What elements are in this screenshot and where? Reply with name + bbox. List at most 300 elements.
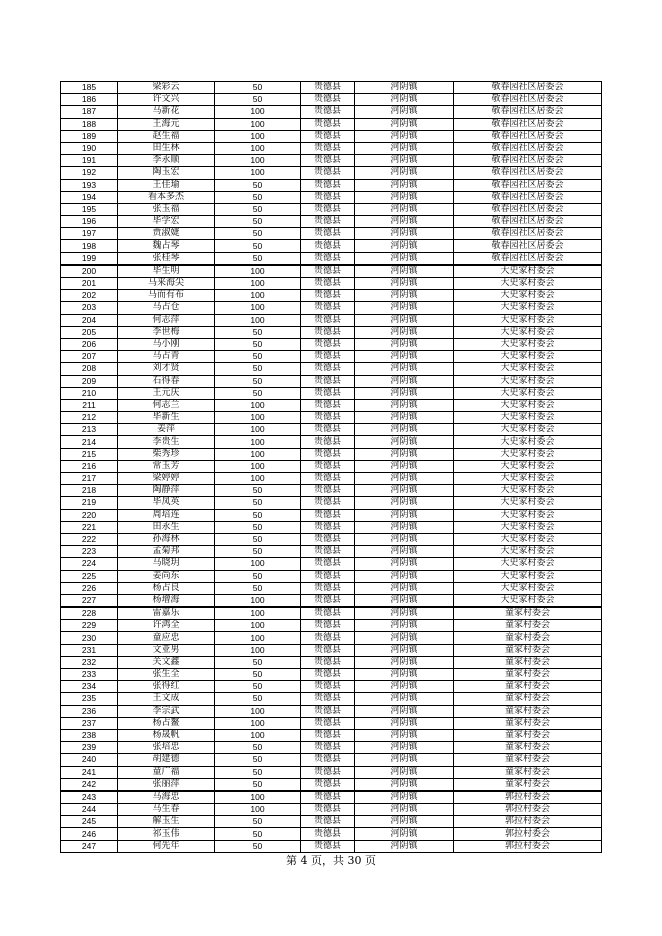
committee-cell: 童家村委会 bbox=[454, 729, 602, 741]
amount-cell: 50 bbox=[215, 228, 301, 240]
person-name-cell: 解玉生 bbox=[118, 816, 215, 828]
town-cell: 河阴镇 bbox=[355, 546, 454, 558]
table-row bbox=[61, 620, 602, 632]
county-cell: 贵德县 bbox=[301, 203, 355, 215]
county-cell: 贵德县 bbox=[301, 302, 355, 314]
amount-cell: 50 bbox=[215, 338, 301, 350]
row-number-cell: 214 bbox=[61, 436, 118, 448]
person-name-cell: 马而有布 bbox=[118, 290, 215, 302]
row-number-cell: 235 bbox=[61, 693, 118, 705]
person-name-cell: 孟菊邦 bbox=[118, 546, 215, 558]
table-row bbox=[61, 754, 602, 766]
county-cell: 贵德县 bbox=[301, 278, 355, 290]
person-name-cell: 杨增海 bbox=[118, 594, 215, 607]
county-cell: 贵德县 bbox=[301, 82, 355, 94]
table-row bbox=[61, 681, 602, 693]
town-cell: 河阴镇 bbox=[355, 497, 454, 509]
town-cell: 河阴镇 bbox=[355, 338, 454, 350]
person-name-cell: 李宗武 bbox=[118, 705, 215, 717]
county-cell: 贵德县 bbox=[301, 607, 355, 620]
town-cell: 河阴镇 bbox=[355, 94, 454, 106]
table-row bbox=[61, 693, 602, 705]
town-cell: 河阴镇 bbox=[355, 387, 454, 399]
town-cell: 河阴镇 bbox=[355, 594, 454, 607]
county-cell: 贵德县 bbox=[301, 118, 355, 130]
county-cell: 贵德县 bbox=[301, 338, 355, 350]
table-row bbox=[61, 485, 602, 497]
town-cell: 河阴镇 bbox=[355, 620, 454, 632]
row-number-cell: 228 bbox=[61, 607, 118, 620]
amount-cell: 50 bbox=[215, 485, 301, 497]
county-cell: 贵德县 bbox=[301, 363, 355, 375]
county-cell: 贵德县 bbox=[301, 375, 355, 387]
table-row bbox=[61, 594, 602, 607]
town-cell: 河阴镇 bbox=[355, 106, 454, 118]
town-cell: 河阴镇 bbox=[355, 399, 454, 411]
row-number-cell: 244 bbox=[61, 804, 118, 816]
person-name-cell: 李贵生 bbox=[118, 436, 215, 448]
row-number-cell: 232 bbox=[61, 656, 118, 668]
county-cell: 贵德县 bbox=[301, 816, 355, 828]
person-name-cell: 张丽萍 bbox=[118, 778, 215, 791]
county-cell: 贵德县 bbox=[301, 828, 355, 840]
committee-cell: 童家村委会 bbox=[454, 644, 602, 656]
county-cell: 贵德县 bbox=[301, 533, 355, 545]
county-cell: 贵德县 bbox=[301, 729, 355, 741]
county-cell: 贵德县 bbox=[301, 106, 355, 118]
table-row bbox=[61, 804, 602, 816]
county-cell: 贵德县 bbox=[301, 94, 355, 106]
table-row bbox=[61, 742, 602, 754]
county-cell: 贵德县 bbox=[301, 594, 355, 607]
county-cell: 贵德县 bbox=[301, 155, 355, 167]
row-number-cell: 245 bbox=[61, 816, 118, 828]
row-number-cell: 200 bbox=[61, 265, 118, 278]
row-number-cell: 224 bbox=[61, 558, 118, 570]
town-cell: 河阴镇 bbox=[355, 203, 454, 215]
row-number-cell: 199 bbox=[61, 252, 118, 265]
county-cell: 贵德县 bbox=[301, 693, 355, 705]
county-cell: 贵德县 bbox=[301, 717, 355, 729]
row-number-cell: 211 bbox=[61, 399, 118, 411]
county-cell: 贵德县 bbox=[301, 167, 355, 179]
person-name-cell: 何志兰 bbox=[118, 399, 215, 411]
table-row bbox=[61, 94, 602, 106]
person-name-cell: 梁彩云 bbox=[118, 82, 215, 94]
town-cell: 河阴镇 bbox=[355, 142, 454, 154]
committee-cell: 大史家村委会 bbox=[454, 582, 602, 594]
committee-cell: 童家村委会 bbox=[454, 681, 602, 693]
committee-cell: 大史家村委会 bbox=[454, 302, 602, 314]
town-cell: 河阴镇 bbox=[355, 314, 454, 326]
table-row bbox=[61, 265, 602, 278]
table-row bbox=[61, 816, 602, 828]
amount-cell: 50 bbox=[215, 742, 301, 754]
county-cell: 贵德县 bbox=[301, 582, 355, 594]
row-number-cell: 247 bbox=[61, 840, 118, 852]
town-cell: 河阴镇 bbox=[355, 828, 454, 840]
row-number-cell: 205 bbox=[61, 326, 118, 338]
committee-cell: 童家村委会 bbox=[454, 766, 602, 778]
person-name-cell: 张得红 bbox=[118, 681, 215, 693]
person-name-cell: 关文鑫 bbox=[118, 656, 215, 668]
amount-cell: 100 bbox=[215, 717, 301, 729]
committee-cell: 大史家村委会 bbox=[454, 363, 602, 375]
person-name-cell: 贾淑婕 bbox=[118, 228, 215, 240]
amount-cell: 50 bbox=[215, 582, 301, 594]
row-number-cell: 229 bbox=[61, 620, 118, 632]
committee-cell: 大史家村委会 bbox=[454, 278, 602, 290]
row-number-cell: 219 bbox=[61, 497, 118, 509]
person-name-cell: 胡建德 bbox=[118, 754, 215, 766]
county-cell: 贵德县 bbox=[301, 705, 355, 717]
row-number-cell: 197 bbox=[61, 228, 118, 240]
person-name-cell: 张培忠 bbox=[118, 742, 215, 754]
amount-cell: 50 bbox=[215, 570, 301, 582]
committee-cell: 敬春园社区居委会 bbox=[454, 191, 602, 203]
person-name-cell: 马晓玥 bbox=[118, 558, 215, 570]
amount-cell: 50 bbox=[215, 816, 301, 828]
committee-cell: 郭拉村委会 bbox=[454, 791, 602, 804]
amount-cell: 50 bbox=[215, 326, 301, 338]
county-cell: 贵德县 bbox=[301, 546, 355, 558]
amount-cell: 100 bbox=[215, 448, 301, 460]
town-cell: 河阴镇 bbox=[355, 558, 454, 570]
table-row bbox=[61, 607, 602, 620]
town-cell: 河阴镇 bbox=[355, 363, 454, 375]
amount-cell: 100 bbox=[215, 302, 301, 314]
row-number-cell: 195 bbox=[61, 203, 118, 215]
amount-cell: 50 bbox=[215, 656, 301, 668]
county-cell: 贵德县 bbox=[301, 497, 355, 509]
town-cell: 河阴镇 bbox=[355, 582, 454, 594]
person-name-cell: 陶玉宏 bbox=[118, 167, 215, 179]
table-row bbox=[61, 509, 602, 521]
person-name-cell: 姜萍 bbox=[118, 424, 215, 436]
amount-cell: 50 bbox=[215, 203, 301, 215]
person-name-cell: 童广福 bbox=[118, 766, 215, 778]
town-cell: 河阴镇 bbox=[355, 754, 454, 766]
person-name-cell: 马占青 bbox=[118, 351, 215, 363]
amount-cell: 50 bbox=[215, 387, 301, 399]
town-cell: 河阴镇 bbox=[355, 533, 454, 545]
amount-cell: 100 bbox=[215, 804, 301, 816]
row-number-cell: 226 bbox=[61, 582, 118, 594]
row-number-cell: 222 bbox=[61, 533, 118, 545]
amount-cell: 100 bbox=[215, 106, 301, 118]
row-number-cell: 189 bbox=[61, 130, 118, 142]
row-number-cell: 243 bbox=[61, 791, 118, 804]
table-row bbox=[61, 338, 602, 350]
county-cell: 贵德县 bbox=[301, 179, 355, 191]
committee-cell: 敬春园社区居委会 bbox=[454, 142, 602, 154]
amount-cell: 100 bbox=[215, 118, 301, 130]
table-row bbox=[61, 216, 602, 228]
committee-cell: 敬春园社区居委会 bbox=[454, 155, 602, 167]
person-name-cell: 文亚男 bbox=[118, 644, 215, 656]
town-cell: 河阴镇 bbox=[355, 804, 454, 816]
person-name-cell: 毕学宏 bbox=[118, 216, 215, 228]
person-name-cell: 马新花 bbox=[118, 106, 215, 118]
committee-cell: 大史家村委会 bbox=[454, 424, 602, 436]
table-row bbox=[61, 766, 602, 778]
county-cell: 贵德县 bbox=[301, 509, 355, 521]
table-row bbox=[61, 705, 602, 717]
county-cell: 贵德县 bbox=[301, 424, 355, 436]
town-cell: 河阴镇 bbox=[355, 228, 454, 240]
county-cell: 贵德县 bbox=[301, 191, 355, 203]
committee-cell: 童家村委会 bbox=[454, 620, 602, 632]
town-cell: 河阴镇 bbox=[355, 191, 454, 203]
amount-cell: 50 bbox=[215, 216, 301, 228]
row-number-cell: 237 bbox=[61, 717, 118, 729]
committee-cell: 大史家村委会 bbox=[454, 460, 602, 472]
row-number-cell: 233 bbox=[61, 669, 118, 681]
row-number-cell: 198 bbox=[61, 240, 118, 252]
person-name-cell: 王海元 bbox=[118, 118, 215, 130]
person-name-cell: 张生全 bbox=[118, 669, 215, 681]
committee-cell: 敬春园社区居委会 bbox=[454, 82, 602, 94]
county-cell: 贵德县 bbox=[301, 326, 355, 338]
county-cell: 贵德县 bbox=[301, 351, 355, 363]
committee-cell: 童家村委会 bbox=[454, 669, 602, 681]
town-cell: 河阴镇 bbox=[355, 729, 454, 741]
table-row bbox=[61, 840, 602, 852]
committee-cell: 郭拉村委会 bbox=[454, 804, 602, 816]
row-number-cell: 188 bbox=[61, 118, 118, 130]
county-cell: 贵德县 bbox=[301, 314, 355, 326]
county-cell: 贵德县 bbox=[301, 460, 355, 472]
row-number-cell: 193 bbox=[61, 179, 118, 191]
amount-cell: 100 bbox=[215, 791, 301, 804]
county-cell: 贵德县 bbox=[301, 632, 355, 644]
person-name-cell: 杨占良 bbox=[118, 582, 215, 594]
committee-cell: 大史家村委会 bbox=[454, 338, 602, 350]
county-cell: 贵德县 bbox=[301, 228, 355, 240]
committee-cell: 童家村委会 bbox=[454, 705, 602, 717]
committee-cell: 大史家村委会 bbox=[454, 436, 602, 448]
person-name-cell: 童应忠 bbox=[118, 632, 215, 644]
committee-cell: 童家村委会 bbox=[454, 656, 602, 668]
town-cell: 河阴镇 bbox=[355, 681, 454, 693]
table-row bbox=[61, 791, 602, 804]
table-row bbox=[61, 473, 602, 485]
row-number-cell: 186 bbox=[61, 94, 118, 106]
county-cell: 贵德县 bbox=[301, 290, 355, 302]
row-number-cell: 192 bbox=[61, 167, 118, 179]
roster-table bbox=[60, 81, 602, 853]
committee-cell: 郭拉村委会 bbox=[454, 816, 602, 828]
amount-cell: 100 bbox=[215, 412, 301, 424]
row-number-cell: 208 bbox=[61, 363, 118, 375]
amount-cell: 50 bbox=[215, 766, 301, 778]
amount-cell: 100 bbox=[215, 644, 301, 656]
row-number-cell: 190 bbox=[61, 142, 118, 154]
committee-cell: 童家村委会 bbox=[454, 632, 602, 644]
table-row bbox=[61, 448, 602, 460]
person-name-cell: 李世梅 bbox=[118, 326, 215, 338]
town-cell: 河阴镇 bbox=[355, 167, 454, 179]
amount-cell: 50 bbox=[215, 240, 301, 252]
row-number-cell: 201 bbox=[61, 278, 118, 290]
person-name-cell: 马来海尖 bbox=[118, 278, 215, 290]
amount-cell: 100 bbox=[215, 290, 301, 302]
committee-cell: 敬春园社区居委会 bbox=[454, 252, 602, 265]
amount-cell: 50 bbox=[215, 252, 301, 265]
table-row bbox=[61, 424, 602, 436]
committee-cell: 大史家村委会 bbox=[454, 558, 602, 570]
person-name-cell: 杨晟帆 bbox=[118, 729, 215, 741]
amount-cell: 100 bbox=[215, 460, 301, 472]
amount-cell: 100 bbox=[215, 558, 301, 570]
committee-cell: 童家村委会 bbox=[454, 693, 602, 705]
amount-cell: 50 bbox=[215, 521, 301, 533]
county-cell: 贵德县 bbox=[301, 570, 355, 582]
person-name-cell: 张玉福 bbox=[118, 203, 215, 215]
row-number-cell: 220 bbox=[61, 509, 118, 521]
county-cell: 贵德县 bbox=[301, 681, 355, 693]
county-cell: 贵德县 bbox=[301, 265, 355, 278]
row-number-cell: 191 bbox=[61, 155, 118, 167]
amount-cell: 100 bbox=[215, 265, 301, 278]
town-cell: 河阴镇 bbox=[355, 509, 454, 521]
person-name-cell: 赵生福 bbox=[118, 130, 215, 142]
committee-cell: 童家村委会 bbox=[454, 607, 602, 620]
row-number-cell: 231 bbox=[61, 644, 118, 656]
person-name-cell: 王文成 bbox=[118, 693, 215, 705]
person-name-cell: 王元庆 bbox=[118, 387, 215, 399]
committee-cell: 敬春园社区居委会 bbox=[454, 118, 602, 130]
table-row bbox=[61, 387, 602, 399]
table-row bbox=[61, 521, 602, 533]
row-number-cell: 185 bbox=[61, 82, 118, 94]
amount-cell: 50 bbox=[215, 94, 301, 106]
town-cell: 河阴镇 bbox=[355, 521, 454, 533]
table-row bbox=[61, 179, 602, 191]
row-number-cell: 203 bbox=[61, 302, 118, 314]
county-cell: 贵德县 bbox=[301, 473, 355, 485]
amount-cell: 100 bbox=[215, 314, 301, 326]
committee-cell: 大史家村委会 bbox=[454, 473, 602, 485]
amount-cell: 50 bbox=[215, 179, 301, 191]
committee-cell: 大史家村委会 bbox=[454, 351, 602, 363]
table-row bbox=[61, 729, 602, 741]
roster-table-body bbox=[61, 82, 602, 853]
table-row bbox=[61, 656, 602, 668]
county-cell: 贵德县 bbox=[301, 669, 355, 681]
table-row bbox=[61, 106, 602, 118]
table-row bbox=[61, 302, 602, 314]
committee-cell: 敬春园社区居委会 bbox=[454, 106, 602, 118]
county-cell: 贵德县 bbox=[301, 412, 355, 424]
county-cell: 贵德县 bbox=[301, 804, 355, 816]
town-cell: 河阴镇 bbox=[355, 82, 454, 94]
committee-cell: 郭拉村委会 bbox=[454, 828, 602, 840]
row-number-cell: 215 bbox=[61, 448, 118, 460]
county-cell: 贵德县 bbox=[301, 778, 355, 791]
row-number-cell: 187 bbox=[61, 106, 118, 118]
amount-cell: 50 bbox=[215, 497, 301, 509]
row-number-cell: 230 bbox=[61, 632, 118, 644]
committee-cell: 郭拉村委会 bbox=[454, 840, 602, 852]
person-name-cell: 李永顺 bbox=[118, 155, 215, 167]
town-cell: 河阴镇 bbox=[355, 265, 454, 278]
table-row bbox=[61, 326, 602, 338]
row-number-cell: 234 bbox=[61, 681, 118, 693]
county-cell: 贵德县 bbox=[301, 485, 355, 497]
row-number-cell: 238 bbox=[61, 729, 118, 741]
committee-cell: 大史家村委会 bbox=[454, 412, 602, 424]
amount-cell: 50 bbox=[215, 363, 301, 375]
amount-cell: 100 bbox=[215, 278, 301, 290]
table-row bbox=[61, 533, 602, 545]
person-name-cell: 看本多杰 bbox=[118, 191, 215, 203]
county-cell: 贵德县 bbox=[301, 387, 355, 399]
committee-cell: 敬春园社区居委会 bbox=[454, 216, 602, 228]
town-cell: 河阴镇 bbox=[355, 705, 454, 717]
table-row bbox=[61, 240, 602, 252]
town-cell: 河阴镇 bbox=[355, 130, 454, 142]
row-number-cell: 213 bbox=[61, 424, 118, 436]
amount-cell: 100 bbox=[215, 729, 301, 741]
amount-cell: 100 bbox=[215, 473, 301, 485]
committee-cell: 敬春园社区居委会 bbox=[454, 179, 602, 191]
person-name-cell: 姜尚东 bbox=[118, 570, 215, 582]
person-name-cell: 马海忠 bbox=[118, 791, 215, 804]
row-number-cell: 216 bbox=[61, 460, 118, 472]
amount-cell: 50 bbox=[215, 375, 301, 387]
county-cell: 贵德县 bbox=[301, 521, 355, 533]
row-number-cell: 240 bbox=[61, 754, 118, 766]
amount-cell: 100 bbox=[215, 424, 301, 436]
amount-cell: 100 bbox=[215, 399, 301, 411]
amount-cell: 50 bbox=[215, 351, 301, 363]
row-number-cell: 225 bbox=[61, 570, 118, 582]
table-row bbox=[61, 130, 602, 142]
table-row bbox=[61, 546, 602, 558]
table-row bbox=[61, 632, 602, 644]
person-name-cell: 毕凤英 bbox=[118, 497, 215, 509]
person-name-cell: 毕生明 bbox=[118, 265, 215, 278]
person-name-cell: 何先年 bbox=[118, 840, 215, 852]
county-cell: 贵德县 bbox=[301, 766, 355, 778]
amount-cell: 100 bbox=[215, 167, 301, 179]
committee-cell: 大史家村委会 bbox=[454, 509, 602, 521]
town-cell: 河阴镇 bbox=[355, 766, 454, 778]
amount-cell: 100 bbox=[215, 705, 301, 717]
county-cell: 贵德县 bbox=[301, 558, 355, 570]
amount-cell: 100 bbox=[215, 607, 301, 620]
amount-cell: 50 bbox=[215, 669, 301, 681]
row-number-cell: 202 bbox=[61, 290, 118, 302]
county-cell: 贵德县 bbox=[301, 252, 355, 265]
row-number-cell: 241 bbox=[61, 766, 118, 778]
town-cell: 河阴镇 bbox=[355, 155, 454, 167]
amount-cell: 50 bbox=[215, 191, 301, 203]
committee-cell: 大史家村委会 bbox=[454, 314, 602, 326]
committee-cell: 大史家村委会 bbox=[454, 326, 602, 338]
row-number-cell: 206 bbox=[61, 338, 118, 350]
row-number-cell: 239 bbox=[61, 742, 118, 754]
amount-cell: 100 bbox=[215, 155, 301, 167]
row-number-cell: 246 bbox=[61, 828, 118, 840]
committee-cell: 大史家村委会 bbox=[454, 546, 602, 558]
town-cell: 河阴镇 bbox=[355, 179, 454, 191]
committee-cell: 敬春园社区居委会 bbox=[454, 94, 602, 106]
town-cell: 河阴镇 bbox=[355, 644, 454, 656]
town-cell: 河阴镇 bbox=[355, 436, 454, 448]
table-row bbox=[61, 191, 602, 203]
